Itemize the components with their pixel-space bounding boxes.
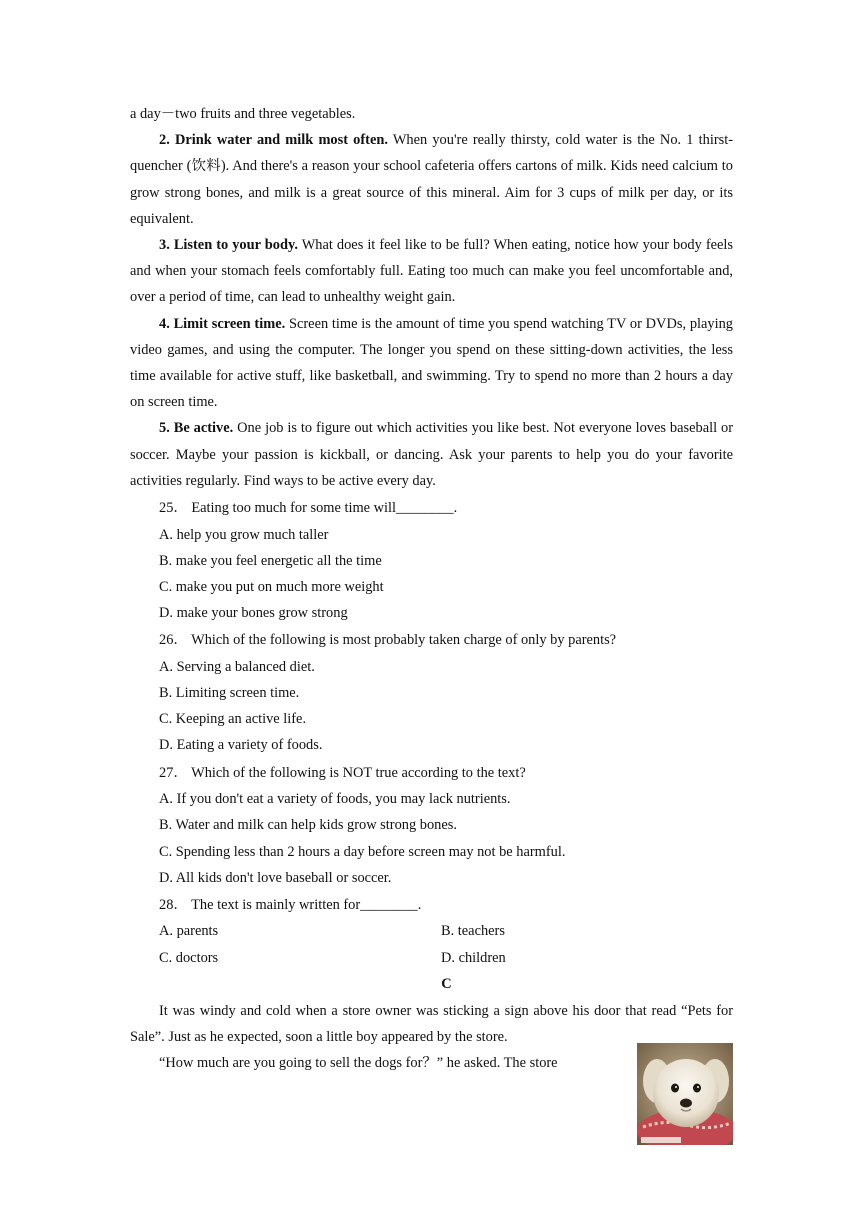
story-paragraph: It was windy and cold when a store owner was sticking a sign above his door that read “Pets for Sale”. Just as he expected, soon a little boy appeared by the store.	[130, 1002, 733, 1046]
answer-option: A. help you grow much taller	[159, 526, 329, 543]
tip-text: Screen time is the amount of time you spend watching TV or DVDs, playing video games, and using the computer. The longer you spend on these sitting-down activities, the less time available for active stuff, like basketball, and swimming. Try to spend no more than 2 hours a day on screen time.	[130, 315, 733, 411]
answer-option: C. Spending less than 2 hours a day before screen may not be harmful.	[159, 843, 566, 860]
answer-option: C. Keeping an active life.	[159, 711, 307, 728]
tip-paragraph	[130, 232, 733, 311]
section-label: C	[441, 975, 452, 992]
tip-heading: 3. Listen to your body.	[159, 237, 298, 254]
tip-heading: 4. Limit screen time.	[159, 315, 286, 332]
answer-option: D. Eating a variety of foods.	[159, 737, 323, 754]
answer-option: B. Limiting screen time.	[159, 685, 300, 702]
tip-text: When you're really thirsty, cold water is the No. 1 thirst-quencher (饮料). And there's a reason your school cafeteria offers cartons of milk. Kids need calcium to grow strong bones, and milk is a great source of this mineral. Aim for 3 cups of milk per day, or its equivalent.	[130, 132, 733, 227]
answer-option: A. parents	[159, 923, 219, 940]
answer-option: A. Serving a balanced diet.	[159, 658, 315, 675]
puppy-photo	[637, 1043, 733, 1145]
passage-continuation: a day－two fruits and three vegetables.	[130, 106, 356, 122]
tip-text: What does it feel like to be full? When eating, notice how your body feels and when your stomach feels comfortably full. Eating too much can make you feel uncomfortable and, over a period of time, can lead to unhealthy weight gain.	[130, 237, 733, 306]
story-paragraph: “How much are you going to sell the dogs for？” he asked. The store	[159, 1055, 558, 1072]
answer-option: D. make your bones grow strong	[159, 605, 348, 622]
answer-option: B. make you feel energetic all the time	[159, 552, 382, 569]
answer-option-row	[130, 918, 733, 944]
tip-heading: 2. Drink water and milk most often.	[159, 132, 388, 149]
question-stem: 25． Eating too much for some time will________.	[159, 500, 458, 517]
answer-option: C. doctors	[159, 949, 219, 966]
tip-paragraph	[130, 127, 733, 232]
answer-option: B. Water and milk can help kids grow strong bones.	[159, 817, 457, 834]
answer-option: C. make you put on much more weight	[159, 578, 384, 595]
tip-text: One job is to figure out which activities you like best. Not everyone loves baseball or soccer. Maybe your passion is kickball, or dancing. Ask your parents to help you do your favorite activities regularly. Find ways to be active every day.	[130, 420, 733, 489]
tip-heading: 5. Be active.	[159, 420, 234, 437]
tip-paragraph	[130, 415, 733, 494]
document-body	[130, 101, 733, 1077]
answer-option: D. All kids don't love baseball or soccer.	[159, 869, 392, 886]
tip-paragraph	[130, 311, 733, 416]
question-stem: 26． Which of the following is most probably taken charge of only by parents?	[159, 632, 617, 649]
question-stem: 27． Which of the following is NOT true according to the text?	[159, 764, 526, 781]
question-stem: 28． The text is mainly written for________.	[159, 896, 422, 913]
answer-option: D. children	[441, 949, 506, 966]
answer-option: B. teachers	[441, 923, 505, 940]
answer-option-row	[130, 945, 733, 971]
answer-option: A. If you don't eat a variety of foods, you may lack nutrients.	[159, 791, 511, 808]
